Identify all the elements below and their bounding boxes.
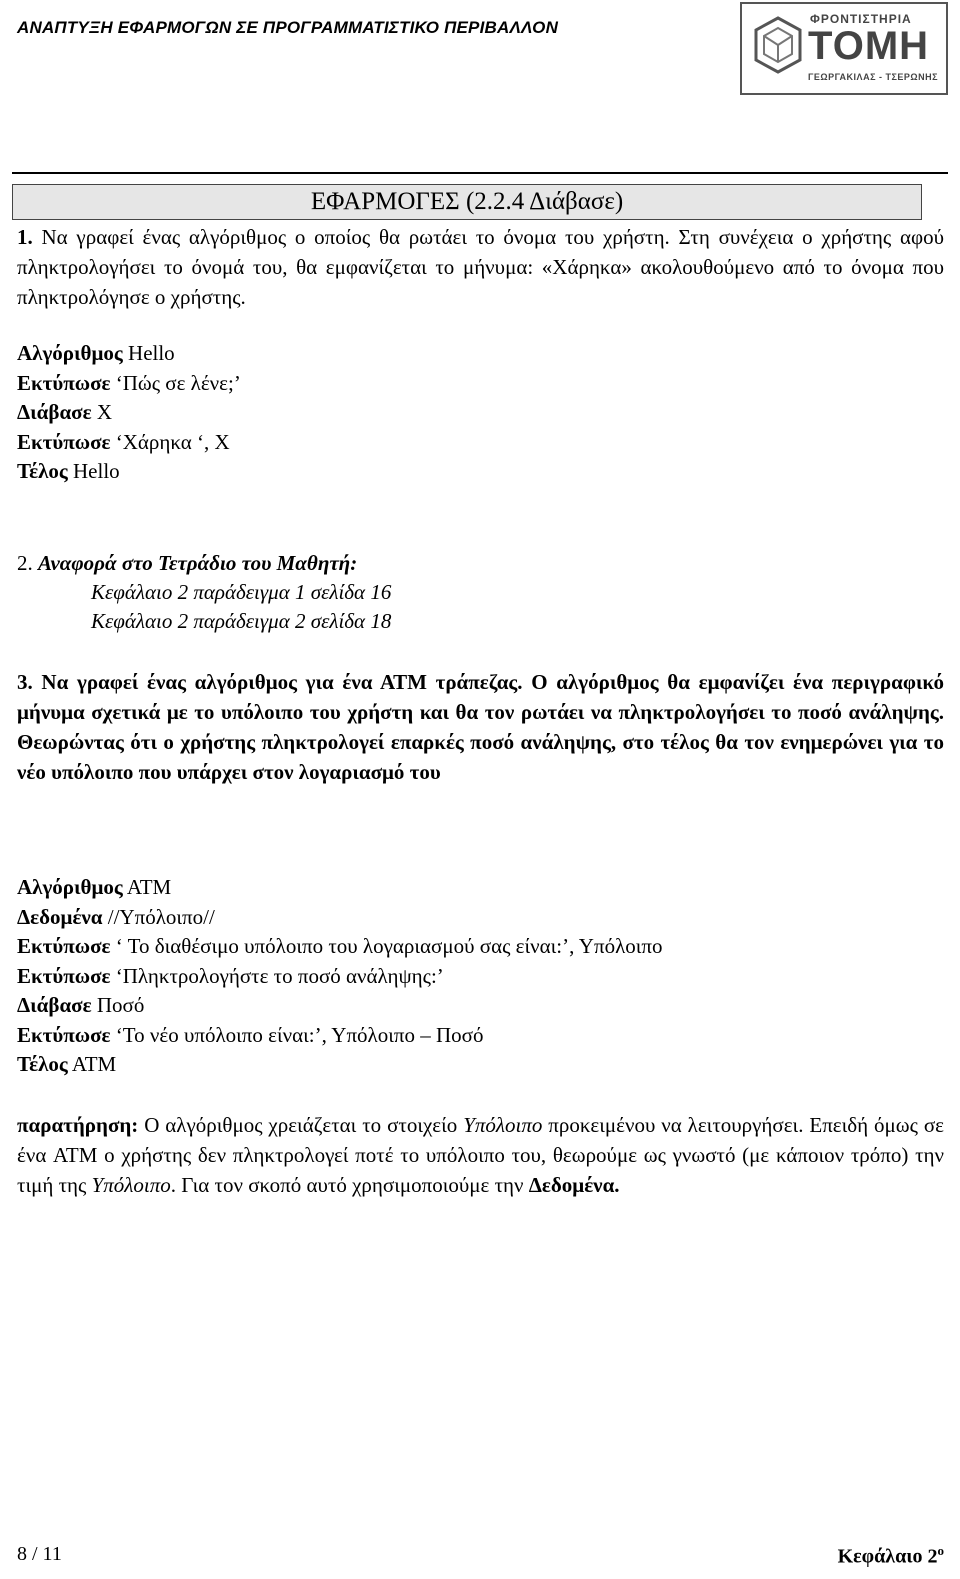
code-line: Εκτύπωσε ‘Το νέο υπόλοιπο είναι:’, Υπόλοιπο – Ποσό: [17, 1022, 484, 1047]
exercise-3-text: 3. Να γραφεί ένας αλγόριθμος για ένα ΑΤΜ τράπεζας. Ο αλγόριθμος θα εμφανίζει ένα περιγραφικό μήνυμα σχετικά με το υπόλοιπο του χρήστη και θα τον ρωτάει να πληκτρολογήσει το ποσό ανάληψης. Θεωρώντας ότι ο χρήστης πληκτρολογεί επαρκές ποσό ανάληψης, στο τέλος θα τον ενημερώνει για το νέο υπόλοιπο που υπάρχει στον λογαριασμό του: [17, 670, 944, 784]
code-line: Τέλος Hello: [17, 459, 120, 483]
exercise-1-number: 1.: [17, 225, 33, 249]
note-label: παρατήρηση:: [17, 1113, 139, 1137]
code-line: Δεδομένα //Υπόλοιπο//: [17, 904, 215, 929]
exercise-1-body: Να γραφεί ένας αλγόριθμος ο οποίος θα ρωτάει το όνομα του χρήστη. Στη συνέχεια ο χρήστης αφού πληκτρολογήσει το όνομά του, θα εμφανίζεται το μήνυμα: «Χάρηκα» ακολουθούμενο από το όνομα που πληκτρολόγησε ο χρήστης.: [17, 225, 945, 309]
header-title: ΑΝΑΠΤΥΞΗ ΕΦΑΡΜΟΓΩΝ ΣΕ ΠΡΟΓΡΑΜΜΑΤΙΣΤΙΚΟ ΠΕΡΙΒΑΛΛΟΝ: [17, 18, 559, 37]
code-line: Εκτύπωσε ‘Πώς σε λένε;’: [17, 370, 241, 395]
exercise-2-ref-1: Κεφάλαιο 2 παράδειγμα 1 σελίδα 16: [91, 580, 392, 604]
logo: [740, 2, 948, 95]
note-paragraph: παρατήρηση: Ο αλγόριθμος χρειάζεται το στοιχείο Υπόλοιπο προκειμένου να λειτουργήσει. Επειδή όμως σε ένα ATM ο χρήστης δεν πληκτρολογεί ποτέ το υπόλοιπο του, θεωρούμε ως γνωστό (με κάποιον τρόπο) την τιμή της Υπόλοιπο. Για τον σκοπό αυτό χρησιμοποιούμε την Δεδομένα.: [17, 1113, 944, 1197]
header-divider: [12, 172, 948, 174]
logo-line-3: ΓΕΩΡΓΑΚΙΛΑΣ - ΤΣΕΡΩΝΗΣ: [808, 72, 938, 82]
exercise-2-heading: [17, 548, 944, 578]
exercise-1-text: [17, 222, 944, 312]
code-line: Εκτύπωσε ‘Χάρηκα ‘, Χ: [17, 429, 230, 454]
code-line: Διάβασε Ποσό: [17, 993, 145, 1017]
code-line: Εκτύπωσε ‘ Το διαθέσιμο υπόλοιπο του λογαριασμού σας είναι:’, Υπόλοιπο: [17, 934, 663, 958]
logo-line-2: ΤΟΜΗ: [808, 24, 930, 68]
code-line: Τέλος ΑΤΜ: [17, 1052, 117, 1076]
exercise-2-number: 2.: [17, 551, 33, 575]
exercise-2-ref-2: Κεφάλαιο 2 παράδειγμα 2 σελίδα 18: [91, 609, 392, 633]
code-line: Αλγόριθμος ΑΤΜ: [17, 875, 172, 899]
exercise-3-code: [17, 873, 663, 1080]
code-line: Διάβασε Χ: [17, 400, 112, 424]
chapter-label: Κεφάλαιο $2^o$: [837, 1543, 944, 1568]
cube-logo-icon: [752, 14, 804, 84]
code-line: Αλγόριθμος Hello: [17, 341, 175, 365]
exercise-2-heading-text: Αναφορά στο Τετράδιο του Μαθητή:: [38, 551, 358, 575]
logo-line-1: ΦΡΟΝΤΙΣΤΗΡΙΑ: [810, 12, 912, 26]
code-line: Εκτύπωσε ‘Πληκτρολογήστε το ποσό ανάληψης:’: [17, 963, 444, 988]
page-number: 8 / 11: [17, 1543, 62, 1565]
section-title: ΕΦΑΡΜΟΓΕΣ (2.2.4 Διάβασε): [12, 184, 922, 220]
exercise-1-code: [17, 339, 241, 487]
